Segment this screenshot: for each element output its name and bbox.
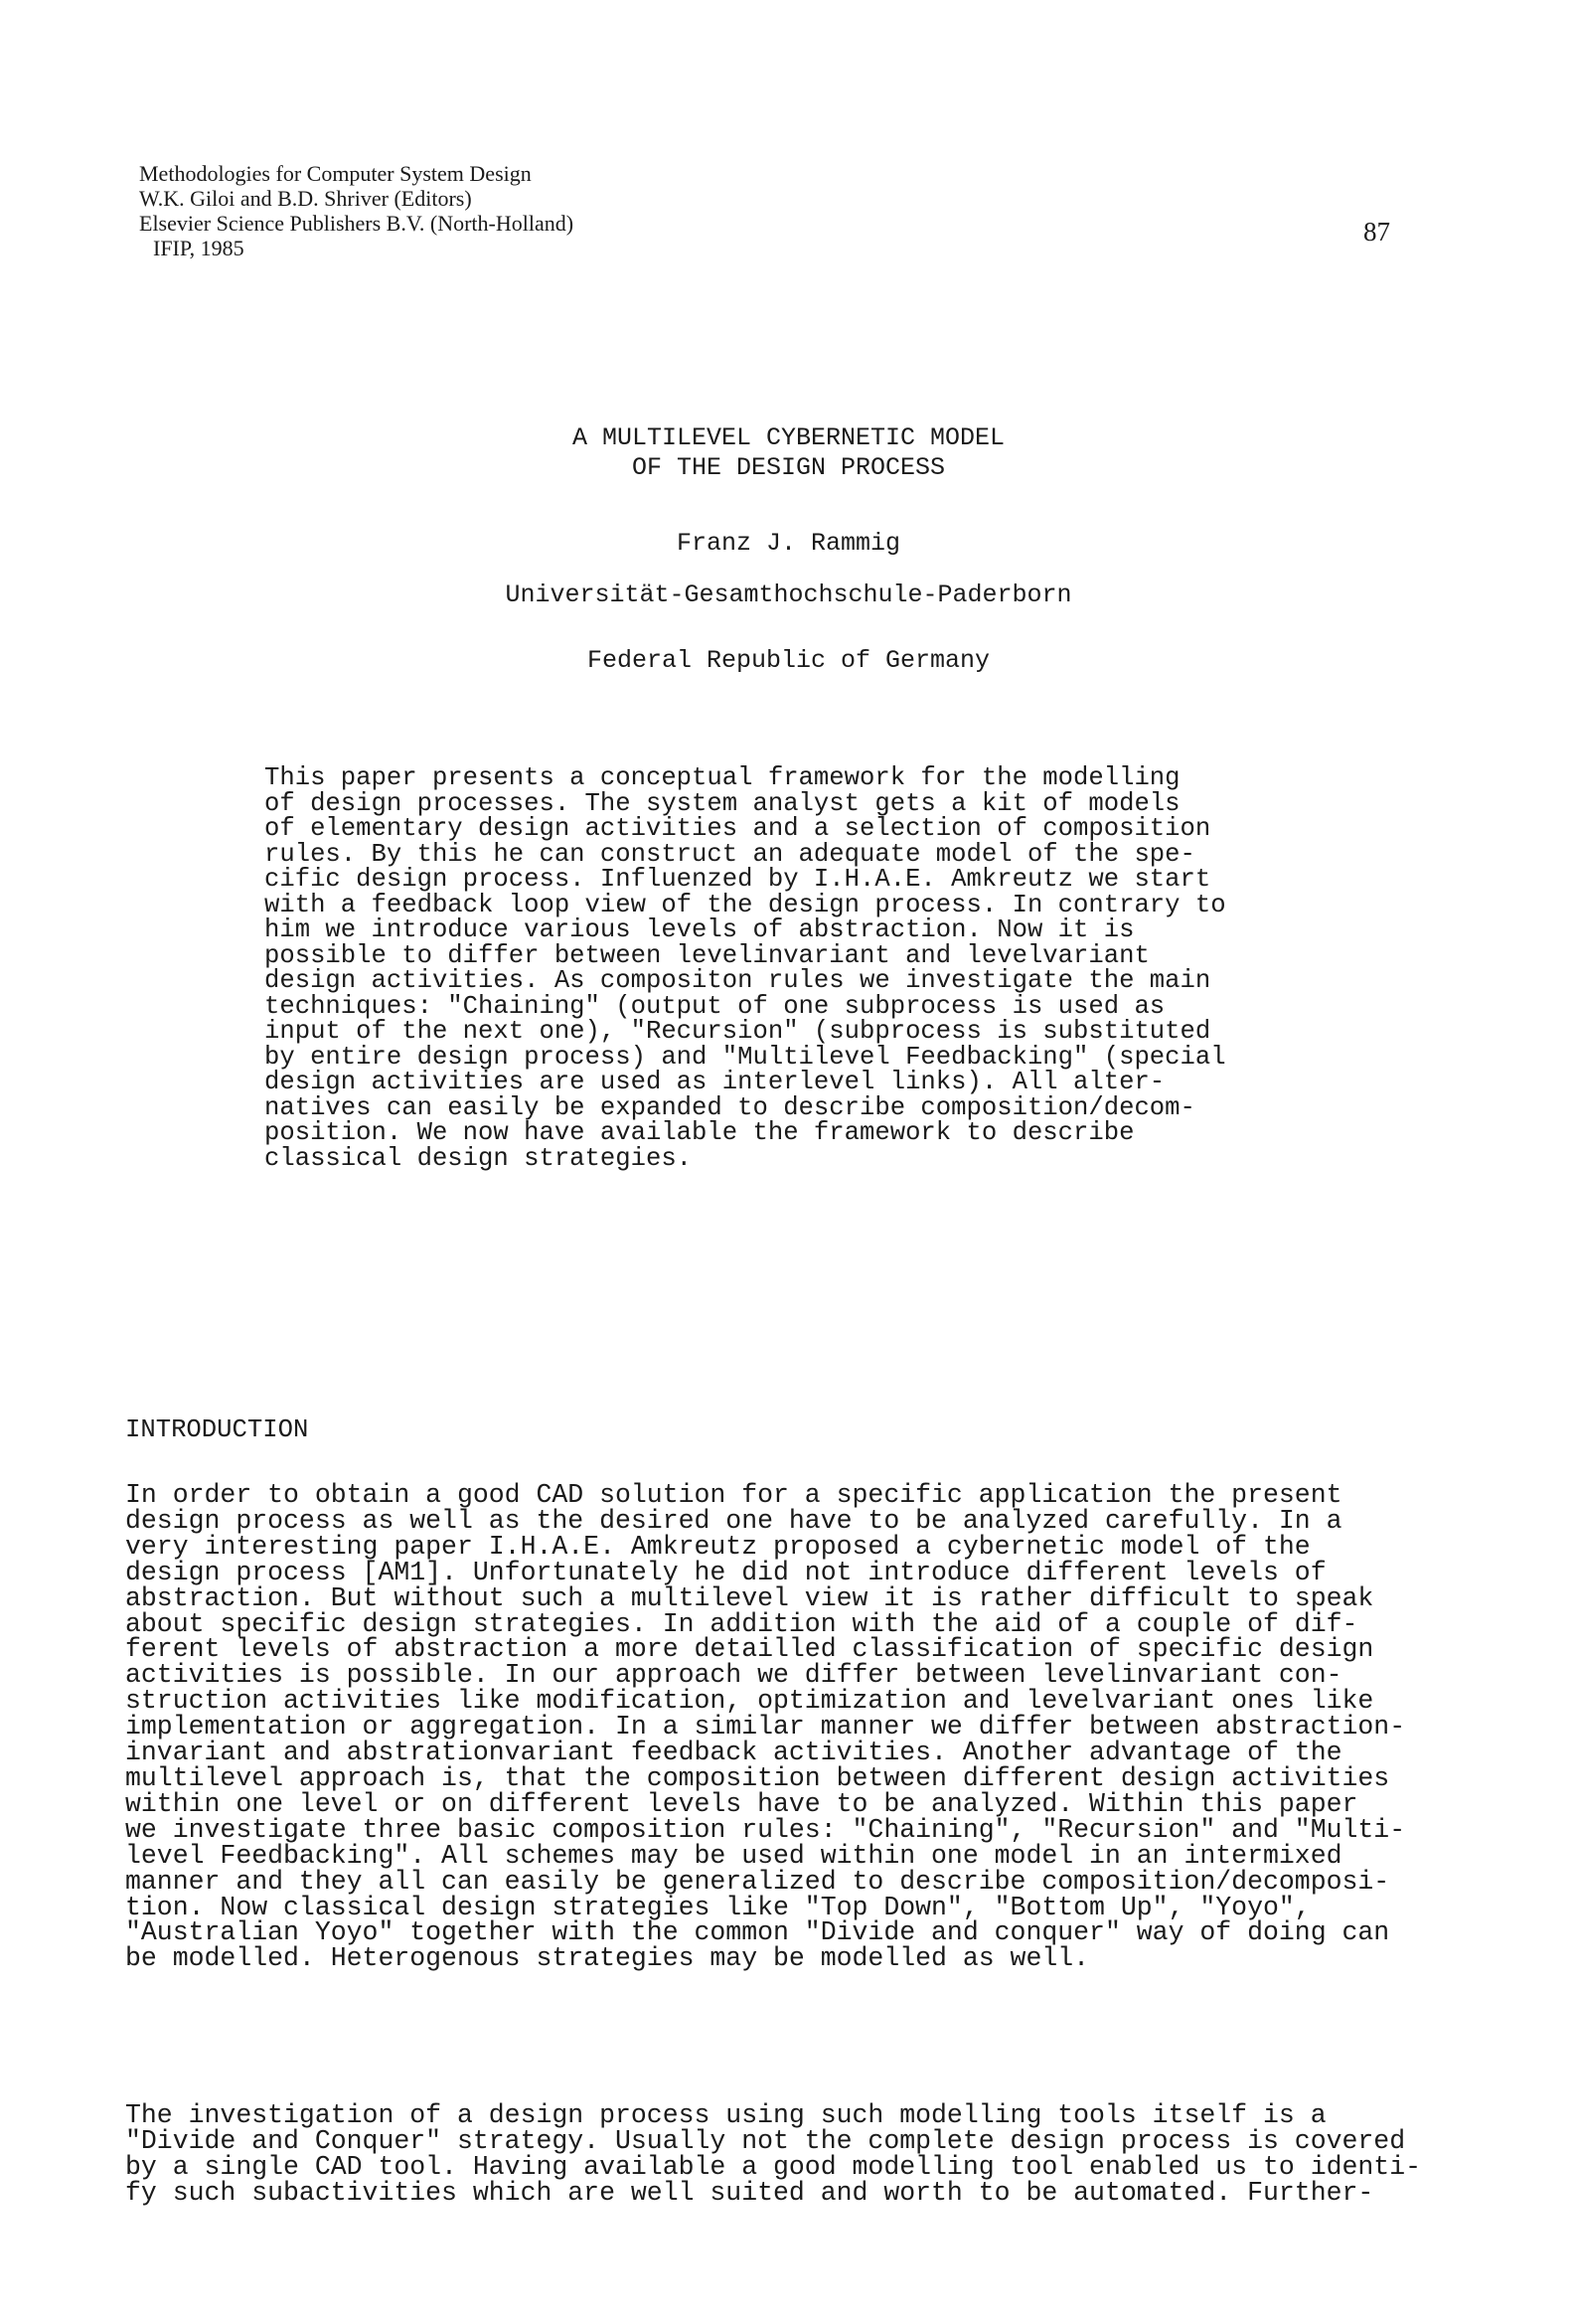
abstract-line: of design processes. The system analyst gets a kit of models [264,788,1181,818]
paper-title-line-2: OF THE DESIGN PROCESS [631,453,946,482]
paragraph-line: struction activities like modification, optimization and levelvariant ones like [125,1686,1374,1717]
paragraph-line: manner and they all can easily be generalized to describe composition/decomposi- [125,1866,1390,1897]
abstract-line: of elementary design activities and a selection of composition [264,814,1211,843]
abstract-line: him we introduce various levels of abstraction. Now it is [264,915,1135,944]
paragraph-line: abstraction. But without such a multilevel view it is rather difficult to speak [125,1582,1374,1613]
paragraph-line: activities is possible. In our approach we differ between levelinvariant con- [125,1660,1342,1691]
paragraph-line: design process [AM1]. Unfortunately he did not introduce different levels of [125,1557,1327,1587]
section-heading-introduction: INTRODUCTION [125,1415,309,1444]
abstract-line: classical design strategies. [264,1143,693,1173]
paragraph-line: we investigate three basic composition rules: "Chaining", "Recursion" and "Multi- [125,1814,1406,1845]
paragraph-line: fy such subactivities which are well suited and worth to be automated. Further- [125,2177,1374,2208]
author-country: Federal Republic of Germany [586,646,991,675]
abstract-line: natives can easily be expanded to describe composition/decom- [264,1092,1195,1122]
paragraph-line: In order to obtain a good CAD solution for a specific application the present [125,1480,1342,1510]
paragraph-line: ferent levels of abstraction a more detailled classification of specific design [125,1634,1374,1665]
paragraph-line: design process as well as the desired one have to be analyzed carefully. In a [125,1505,1342,1536]
paragraph-line: tion. Now classical design strategies like "Top Down", "Bottom Up", "Yoyo", [125,1892,1311,1922]
paragraph-line: "Australian Yoyo" together with the common "Divide and conquer" way of doing can [125,1917,1390,1948]
header-line-copyright: IFIP, 1985 [153,236,244,260]
title-block [0,423,1577,676]
paragraph-line: by a single CAD tool. Having available a good modelling tool enabled us to identi- [125,2151,1422,2182]
author-affiliation: Universität-Gesamthochschule-Paderborn [505,581,1072,609]
introduction-paragraph-2 [125,2100,1422,2208]
author-name: Franz J. Rammig [676,529,901,558]
abstract-line: design activities. As compositon rules we investigate the main [264,966,1211,995]
paper-title-line-1: A MULTILEVEL CYBERNETIC MODEL [571,423,1006,452]
abstract-line: by entire design process) and "Multilevel Feedbacking" (special [264,1042,1226,1072]
paragraph-line: invariant and abstrationvariant feedback activities. Another advantage of the [125,1738,1342,1768]
abstract [264,765,1268,1171]
abstract-line: cific design process. Influenzed by I.H.A.E. Amkreutz we start [264,865,1211,894]
header-line-book: Methodologies for Computer System Design [139,161,532,186]
abstract-line: This paper presents a conceptual framework for the modelling [264,763,1181,792]
abstract-line: design activities are used as interlevel links). All alter- [264,1068,1166,1096]
paragraph-line: The investigation of a design process using such modelling tools itself is a [125,2100,1327,2130]
paragraph-line: very interesting paper I.H.A.E. Amkreutz proposed a cybernetic model of the [125,1531,1311,1562]
abstract-line: possible to differ between levelinvariant and levelvariant [264,940,1150,970]
abstract-line: rules. By this he can construct an adequate model of the spe- [264,839,1195,869]
publication-header [139,161,573,260]
paragraph-line: within one level or on different levels have to be analyzed. Within this paper [125,1788,1358,1819]
page-number: 87 [1363,217,1390,247]
header-line-editors: W.K. Giloi and B.D. Shriver (Editors) [139,186,472,211]
paragraph-line: multilevel approach is, that the composition between different design activities [125,1762,1390,1793]
paragraph-line: about specific design strategies. In addition with the aid of a couple of dif- [125,1608,1358,1639]
abstract-line: with a feedback loop view of the design process. In contrary to [264,890,1226,919]
abstract-line: position. We now have available the framework to describe [264,1118,1135,1147]
abstract-line: techniques: "Chaining" (output of one subprocess is used as [264,991,1166,1021]
paragraph-line: be modelled. Heterogenous strategies may be modelled as well. [125,1943,1090,1974]
introduction-paragraph-1 [125,1480,1406,1974]
header-line-publisher: Elsevier Science Publishers B.V. (North-Holland) [139,211,574,236]
paragraph-line: "Divide and Conquer" strategy. Usually not the complete design process is covered [125,2125,1406,2156]
paragraph-line: implementation or aggregation. In a similar manner we differ between abstraction- [125,1712,1406,1743]
paragraph-line: level Feedbacking". All schemes may be used within one model in an intermixed [125,1840,1342,1871]
abstract-line: input of the next one), "Recursion" (subprocess is substituted [264,1017,1211,1046]
